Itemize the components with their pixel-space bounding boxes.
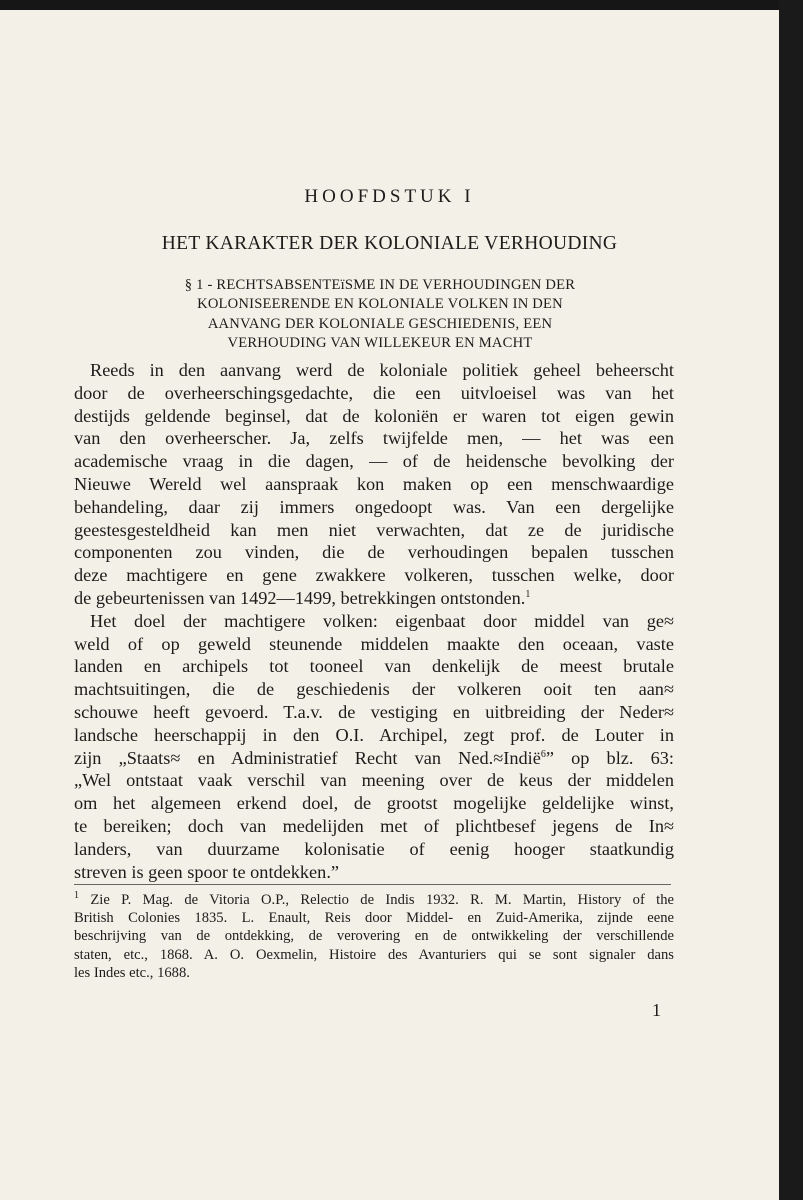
footnote-reference: 1 bbox=[525, 588, 531, 600]
body-line: om het algemeen erkend doel, de grootst mogelijke geldelijke winst, bbox=[74, 793, 674, 814]
body-line: machtsuitingen, die de geschiedenis der volkeren ooit ten aan≈ bbox=[74, 679, 674, 700]
body-line: geestesgesteldheid kan men niet verwachten, dat ze de juridische bbox=[74, 519, 674, 540]
scan-top-border bbox=[0, 0, 803, 10]
section-heading-line: KOLONISEERENDE EN KOLONIALE VOLKEN IN DEN bbox=[197, 296, 563, 313]
footnote-line: British Colonies 1835. L. Enault, Reis door Middel- en Zuid-Amerika, zijnde eene bbox=[74, 910, 674, 927]
section-heading-line: § 1 - RECHTSABSENTEïSME IN DE VERHOUDINGEN DER bbox=[184, 277, 576, 293]
body-line: streven is geen spoor te ontdekken.” bbox=[74, 861, 339, 882]
footnote-marker: 1 bbox=[74, 890, 79, 902]
body-line: landers, van duurzame kolonisatie of eenig hooger staatkundig bbox=[74, 838, 674, 859]
body-line: landsche heerschappij in den O.I. Archipel, zegt prof. de Louter in bbox=[74, 724, 674, 745]
body-line: Het doel der machtigere volken: eigenbaat door middel van ge≈ bbox=[90, 610, 674, 631]
section-heading-line: AANVANG DER KOLONIALE GESCHIEDENIS, EEN bbox=[207, 315, 553, 332]
body-line: destijds geldende beginsel, dat de koloniën er waren tot eigen gewin bbox=[74, 405, 674, 426]
body-line: door de overheerschingsgedachte, die een uitvloeisel was van het bbox=[74, 382, 674, 403]
footnote-line: staten, etc., 1868. A. O. Oexmelin, Histoire des Avanturiers qui se sont signaler dans bbox=[74, 946, 674, 963]
body-line: Reeds in den aanvang werd de koloniale politiek geheel beheerscht bbox=[90, 360, 674, 380]
chapter-title: HET KARAKTER DER KOLONIALE VERHOUDING bbox=[161, 233, 618, 254]
chapter-heading: HOOFDSTUK I bbox=[304, 186, 475, 207]
body-line: deze machtigere en gene zwakkere volkeren, tusschen welke, door bbox=[74, 565, 674, 586]
body-text bbox=[74, 359, 674, 883]
body-line-text: zijn „Staats≈ en Administratief Recht van Ned.≈Indië bbox=[74, 747, 541, 768]
body-line bbox=[74, 747, 674, 770]
footnote-divider bbox=[74, 884, 671, 885]
section-heading-line: VERHOUDING VAN WILLEKEUR EN MACHT bbox=[227, 334, 533, 351]
body-line: landen en archipels tot tooneel van denkelijk de meest brutale bbox=[74, 656, 674, 677]
page-number: 1 bbox=[652, 1000, 661, 1020]
footnote-line bbox=[74, 891, 674, 909]
footnote-line-text: Zie P. Mag. de Vitoria O.P., Relectio de Indis 1932. R. M. Martin, History of the bbox=[90, 892, 674, 908]
footnote-line: les Indes etc., 1688. bbox=[74, 964, 190, 981]
body-line: behandeling, daar zij immers ongedoopt was. Van een dergelijke bbox=[74, 496, 674, 517]
citation-superscript: 6 bbox=[540, 748, 546, 760]
body-line: schouwe heeft gevoerd. T.a.v. de vestiging en uitbreiding der Neder≈ bbox=[74, 701, 674, 722]
footnotes bbox=[74, 891, 674, 982]
body-line: te bereiken; doch van medelijden met of plichtbesef jegens de In≈ bbox=[74, 815, 674, 836]
body-line-text: ” op blz. 63: bbox=[545, 747, 675, 768]
body-line-text: de gebeurtenissen van 1492—1499, betrekkingen ontstonden. bbox=[74, 587, 526, 608]
scan-right-border bbox=[779, 0, 803, 1200]
body-line: Nieuwe Wereld wel aanspraak kon maken op een menschwaardige bbox=[74, 473, 674, 494]
body-line bbox=[74, 587, 674, 610]
section-heading bbox=[100, 276, 660, 353]
body-line: weld of op geweld steunende middelen maakte den oceaan, vaste bbox=[74, 633, 674, 654]
body-line: „Wel ontstaat vaak verschil van meening over de keus der middelen bbox=[74, 770, 674, 791]
body-line: componenten zou vinden, die de verhoudingen bepalen tusschen bbox=[74, 542, 674, 563]
body-line: van den overheerscher. Ja, zelfs twijfelde men, — het was een bbox=[74, 428, 674, 449]
footnote-line: beschrijving van de ontdekking, de verovering en de ontwikkeling der verschillende bbox=[74, 928, 674, 945]
body-line: academische vraag in die dagen, — of de heidensche bevolking der bbox=[74, 451, 674, 472]
